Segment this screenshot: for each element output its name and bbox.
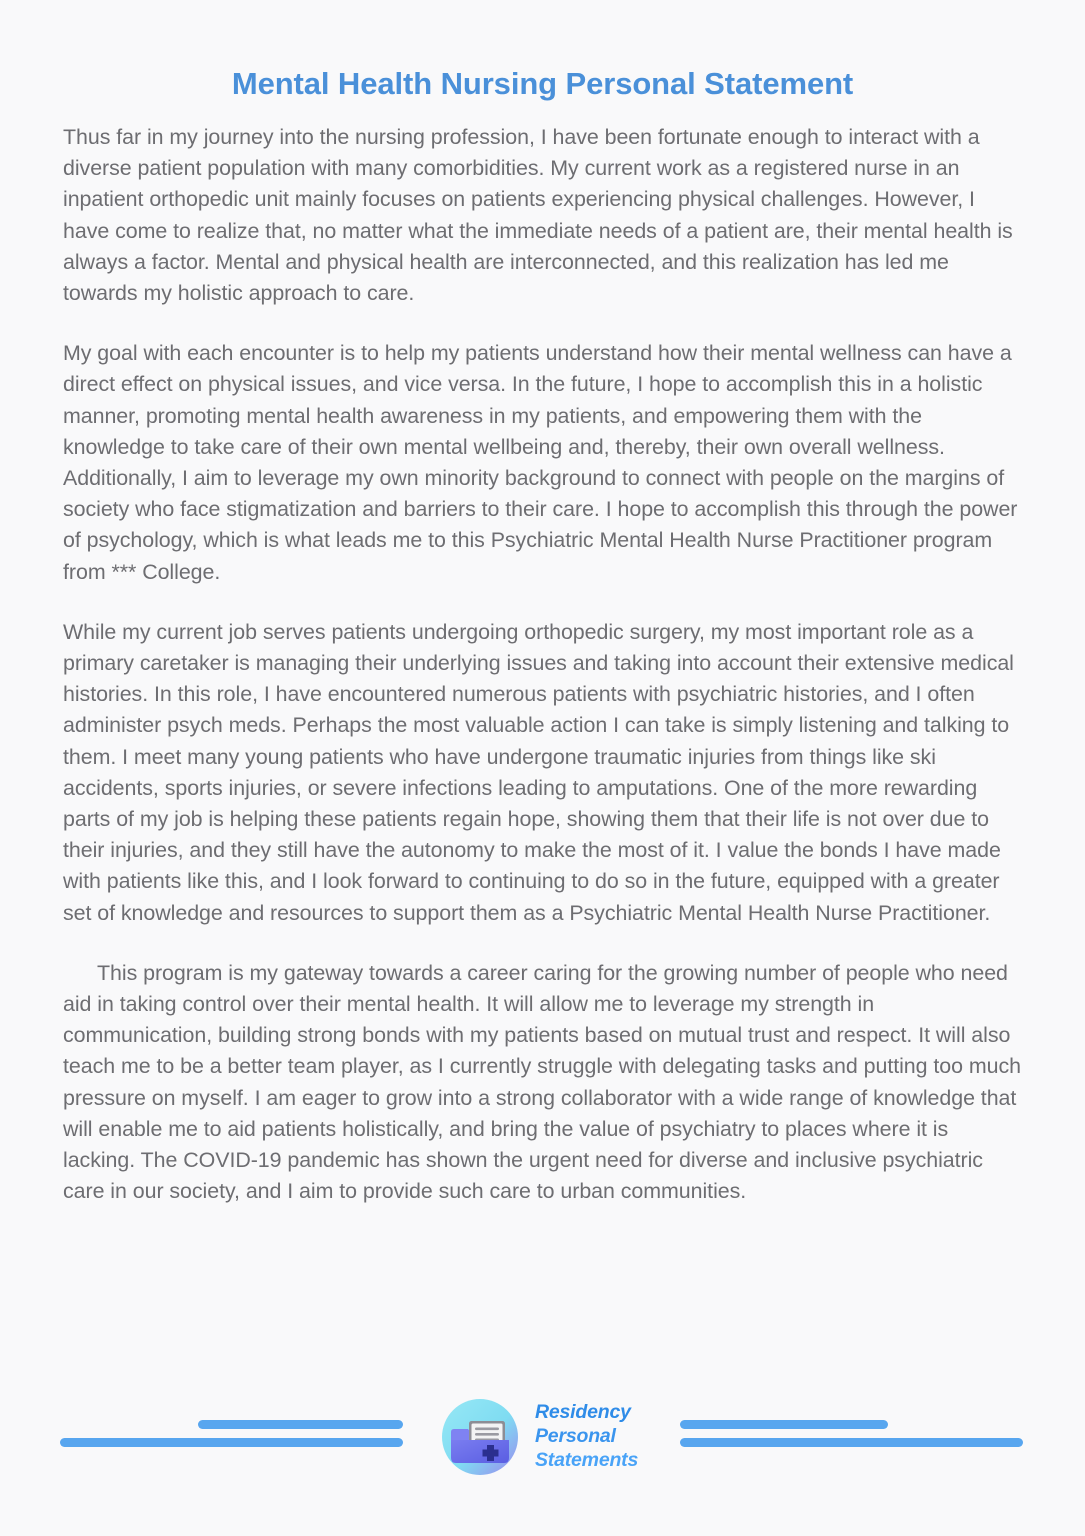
paragraph-2: My goal with each encounter is to help my patients understand how their mental wellness can have a direct effect on physical issues, and vice versa. In the future, I hope to accomplish this in a holistic manner, promoting mental health awareness in my patients, and empowering them with the knowledge to take care of their own mental wellbeing and, thereby, their own overall wellness. Additionally, I aim to leverage my own minority background to connect with people on the margins of society who face stigmatization and barriers to their care. I hope to accomplish this through the power of psychology, which is what leads me to this Psychiatric Mental Health Nurse Practitioner program from *** College.: [63, 341, 1018, 584]
paragraph-3: While my current job serves patients undergoing orthopedic surgery, my most important role as a primary caretaker is managing their underlying issues and taking into account their extensive medical histories. In this role, I have encountered numerous patients with psychiatric histories, and I often administer psych meds. Perhaps the most valuable action I can take is simply listening and talking to them. I meet many young patients who have undergone traumatic injuries from things like ski accidents, sports injuries, or severe infections leading to amputations. One of the more rewarding parts of my job is helping these patients regain hope, showing them that their life is not over due to their injuries, and they still have the autonomy to make the most of it. I value the bonds I have made with patients like this, and I look forward to continuing to do so in the future, equipped with a greater set of knowledge and resources to support them as a Psychiatric Mental Health Nurse Practitioner.: [63, 619, 1014, 925]
logo-wordmark: [535, 1401, 638, 1472]
paragraph-4: This program is my gateway towards a career caring for the growing number of people who need aid in taking control over their mental health. It will allow me to leverage my strength in communication, building strong bonds with my patients based on mutual trust and respect. It will also teach me to be a better team player, as I currently struggle with delegating tasks and putting too much pressure on myself. I am eager to grow into a strong collaborator with a wide range of knowledge that will enable me to aid patients holistically, and bring the value of psychiatry to places where it is lacking. The COVID-19 pandemic has shown the urgent need for diverse and inclusive psychiatric care in our society, and I aim to provide such care to urban communities.: [63, 960, 1021, 1204]
logo-mark-icon: [437, 1394, 523, 1480]
logo-line-statements: Statements: [535, 1448, 639, 1471]
divider-rule-left-long: [60, 1438, 403, 1447]
divider-rule-right-short: [680, 1420, 888, 1429]
logo-line-personal: Personal: [535, 1425, 616, 1448]
statement-body: [63, 122, 1023, 1208]
logo-line-residency: Residency: [535, 1401, 631, 1424]
medical-folder-icon: [437, 1394, 523, 1480]
page-title: Mental Health Nursing Personal Statement: [231, 65, 854, 101]
brand-logo: [437, 1387, 649, 1487]
divider-rule-left-short: [198, 1420, 403, 1429]
divider-rule-right-long: [680, 1438, 1023, 1447]
paragraph-1: Thus far in my journey into the nursing profession, I have been fortunate enough to interact with a diverse patient population with many comorbidities. My current work as a registered nurse in an inpatient orthopedic unit mainly focuses on patients experiencing physical challenges. However, I have come to realize that, no matter what the immediate needs of a patient are, their mental health is always a factor. Mental and physical health are interconnected, and this realization has led me towards my holistic approach to care.: [63, 125, 1013, 306]
